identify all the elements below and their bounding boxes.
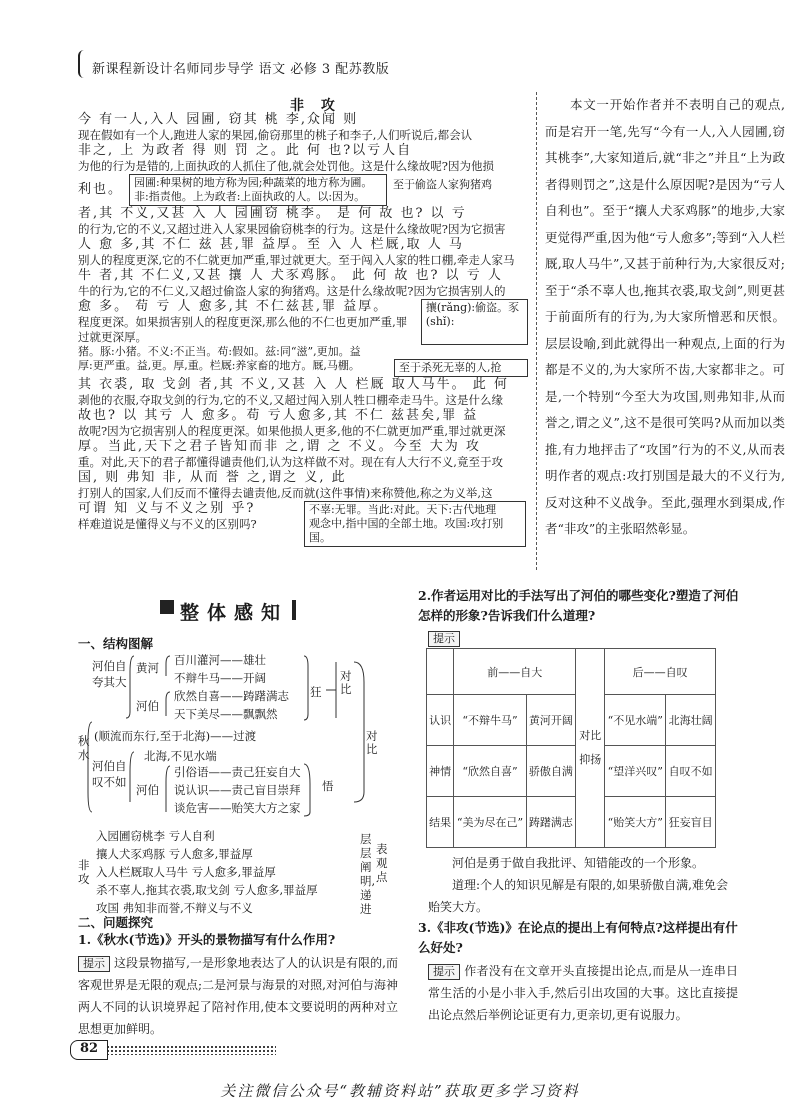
translation-line: 为他的行为是错的,上面执政的人抓住了他,就会处罚他。这是什么缘故呢?因为他损 [78,159,494,173]
question-2: 2.作者运用对比的手法写出了河伯的哪些变化?塑造了河伯怎样的形象?告诉我们什么道理? [418,588,739,623]
table-cell: 踌躇满志 [526,797,576,848]
map-duibi: 对比 [340,669,352,696]
translation-line: 现在假如有一个人,跑进人家的果园,偷窃那里的桃子和李子,人们听说后,都会认 [78,128,473,142]
answer-text: 这段景物描写,一是形象地表达了人的认识是有限的,而客观世界是无限的观点;二是河景与海景的对照,对河伯与海神两人不同的认识境界起了陪衬作用,使本文要说明的两种对立思想更加鲜明。 [78,956,398,1036]
tip-label: 提示 [78,956,110,972]
answer-3 [428,960,738,1026]
original-line: 利也。 [78,182,124,197]
table-mid: 对比抑扬 [576,649,605,848]
original-line: 国, 则 弗知 非, 从而 誉 之,谓之 义, 此 [78,470,347,485]
question-1: 1.《秋水(节选)》开头的景物描写有什么作用? [78,932,336,947]
table-header-before: 前——自大 [454,649,576,695]
translation-line: 剥他的衣服,夺取戈剑的行为,它的不义,又超过闯入别人牲口棚牵走马牛。这是什么缘 [78,393,503,407]
table-header-after: 后——自叹 [605,649,716,695]
map-item: 谈危害——贻笑大方之家 [174,801,301,815]
translation-line: 故呢?因为它损害别人的程度更深。如果他损人更多,他的不仁就更加严重,罪过就更深 [78,424,506,438]
note-row [78,299,528,345]
footer-note: 关注微信公众号“教辅资料站”获取更多学习资料 [220,1082,580,1100]
map-item: 入人栏厩取人马牛 亏人愈多,罪益厚 [96,865,276,879]
map-wu: 悟 [322,779,334,793]
note-box [129,174,387,206]
note-box: 攘(rǎng):偷盗。豕(shǐ): [421,299,528,345]
map-hebo-sigh: 河伯自叹不如 [92,759,127,789]
note-text: 观念中,指中国的全部土地。攻国:攻打别国。 [309,517,504,544]
note-box: 至于杀死无辜的人,抢 [394,359,528,377]
map-ceng: 层层阐明,递进 [360,832,376,916]
note-text: 厚:更严重。益,更。厚,重。栏厩:养家畜的地方。厩,马棚。 [78,359,360,372]
original-line: 牛 者,其 不仁义,又甚 攘 人 犬豕鸡豚。 此 何 故 也? 以 亏 人 [78,268,503,283]
table-cell: “望洋兴叹” [605,746,666,797]
original-line: 非之, 上 为政者 得 则 罚 之。此 何 也?以亏人自 [78,143,413,158]
map-beihai: 北海,不见水端 [144,749,217,763]
map-hebo-boast: 河伯自夸其大 [92,659,127,689]
map-huanghe: 黄河 [136,661,159,675]
table-cell: “不见水端” [605,695,666,746]
tip-label: 提示 [428,964,460,980]
section-bar-icon [292,600,296,620]
original-line: 厚。当此,天下之君子皆知而非 之,谓 之 不义。今至 大为 攻 [78,439,481,454]
part1-heading: 一、结构图解 [78,636,154,651]
part2-heading: 二、问题探究 [78,915,154,930]
page-header: 新课程新设计名师同步导学 语文 必修 3 配苏教版 [92,62,390,77]
map-item: 攻国 弗知非而誉,不辩义与不义 [96,901,253,915]
table-row-label: 认识 [427,695,454,746]
translation-line: 样难道说是懂得义与不义的区别吗? [78,517,257,531]
question-3: 3.《非攻(节选)》在论点的提出上有何特点?这样提出有什么好处? [418,920,738,955]
original-line: 故也? 以 其亏 人 愈多。苟 亏人愈多,其 不仁 兹甚矣,罪 益 [78,408,479,423]
section-title: 整体感知 [180,602,289,624]
note-text: 非:指责他。上为政者:上面执政的人。以:因为。 [134,190,366,203]
table-row-label: 结果 [427,797,454,848]
original-line: 愈 多。 苟 亏 人 愈多,其 不仁兹甚,罪 益厚。 [78,299,389,314]
tip-label: 提示 [428,631,460,647]
note-text: 当此:对此。天下:古代地理 [367,503,497,516]
answer-2a: 河伯是勇于做自我批评、知错能改的一个形象。 [452,856,705,870]
note-text: 园圃:种果树的地方称为园;种蔬菜的地方称为圃。 [134,176,373,189]
table-cell: “贻笑大方” [605,797,666,848]
comparison-table [426,648,716,848]
map-item: 不辩牛马——开阔 [174,671,266,685]
section-square-icon [160,600,174,614]
answer-text: 作者没有在文章开头直接提出论点,而是从一连串日常生活的小是小非入手,然后引出攻国的大事。这比直接提出论点然后举例论证更有力,更亲切,更有说服力。 [428,964,738,1022]
table-cell: “不辩牛马” [454,695,526,746]
map-transition: (顺流而东行,至于北海)——过渡 [94,729,257,743]
translation-line: 别人的程度更深,它的不仁就更加严重,罪过就更大。至于闯入人家的牲口棚,牵走人家马 [78,253,515,267]
map-item: 欣然自喜——踌躇满志 [174,689,289,703]
map-feigong: 非攻 [78,858,90,886]
map-item: 天下美尽——飘飘然 [174,707,278,721]
translation-line: 牛的行为,它的不仁义,又超过偷盗人家的狗猪鸡。这是什么缘故呢?因为它损害别人的 [78,284,506,298]
header-bracket-icon [78,50,88,78]
table-row-label: 神情 [427,746,454,797]
tip-wrap [428,627,464,647]
note-text: 不辜:无罪。 [309,503,368,516]
essay-body [78,112,528,547]
original-line: 者,其 不义,又甚 入 人 园圃窃 桃李。 是 何 故 也? 以 亏 [78,206,467,221]
table-cell: 狂妄盲目 [666,797,716,848]
table-cell: “美为尽在己” [454,797,526,848]
map-ceng2: 表观点 [376,842,388,884]
map-qiushui: 秋水 [78,734,90,762]
map-item: 说认识——责己盲目崇拜 [174,783,301,797]
note-row [78,359,528,377]
translation-line: 打别人的国家,人们反而不懂得去谴责他,反而就(这件事情)来称赞他,称之为义举,这 [78,486,493,500]
dot-strip [106,1045,276,1055]
translation-line: 重。对此,天下的君子都懂得谴责他们,认为这样做不对。现在有人大行不义,竟至于攻 [78,455,503,469]
note-row [78,174,528,206]
table-cell: 自叹不如 [666,746,716,797]
essay-title: 非 攻 [290,98,341,114]
note-text: 至于偷盗人家狗猪鸡 [393,178,493,191]
map-item: 引俗语——责己狂妄自大 [174,765,301,779]
table-cell: 黄河开阔 [526,695,576,746]
table-cell: 骄傲自满 [526,746,576,797]
map-duibi: 对比 [366,729,378,756]
note-box [304,501,526,547]
page-number: 82 [70,1040,108,1060]
table-cell: 北海壮阔 [666,695,716,746]
column-divider [536,92,537,570]
map-hebo: 河伯 [136,699,159,713]
original-line: 可谓 知 义与不义之别 乎? [78,501,256,516]
original-line: 今 有一人,入人 园圃, 窃其 桃 李,众闻 则 [78,112,359,127]
table-cell: “欣然自喜” [454,746,526,797]
note-row [78,501,528,547]
side-commentary: 本文一开始作者并不表明自己的观点,而是宕开一笔,先写“今有一人,入人园圃,窃其桃李”,大家知道后,就“非之”并且“上为政者得则罚之”,这是什么原因呢?是因为“亏人自利也”。至于“攘人犬豕鸡豚”的地步,大家更觉得严重,因为他“亏人愈多”;等到“入人栏厩,取人马牛”,又甚于前种行为,大家很反对;至于“杀不辜人也,拖其衣裘,取戈剑”,则更甚于前面所有的行为,为大家所憎恶和厌恨。层层设喻,到此就得出一种观点,上面的行为都是不义的,为大家所不齿,大家都非之。可是,一个特别“今至大为攻国,则弗知非,从而誉之,谓之义”,这不是很可笑吗?从而加以类推,有力地抨击了“攻国”行为的不义,从而表明作者的观点:攻打别国是最大的不义行为,反对这种不义战争。至此,强理水到渠成,作者“非攻”的主张昭然彰显。 [545,97,785,536]
map-item: 入园圃窃桃李 亏人自利 [96,829,215,843]
answer-1 [78,952,398,1040]
translation-line: 程度更深。如果损害别人的程度更深,那么他的不仁也更加严重,罪过就更深厚。 [78,315,408,344]
note-text: 猪。豚:小猪。不义:不正当。苟:假如。兹:同“滋”,更加。益 [78,345,361,358]
map-kuang: 狂 [310,685,322,699]
original-line: 其 衣裘, 取 戈剑 者,其 不义,又甚 入 人 栏厩 取人马牛。 此 何 [78,377,509,392]
translation-line: 的行为,它的不义,又超过进入人家果园偷窃桃李的行为。这是什么缘故呢?因为它损害 [78,222,506,236]
original-line: 人 愈 多,其 不仁 兹 甚,罪 益厚。至 入 人 栏厩,取 人 马 [78,237,464,252]
map-item: 杀不辜人,拖其衣裘,取戈剑 亏人愈多,罪益厚 [96,883,318,897]
map-item: 百川灌河——雄壮 [174,653,266,667]
map-hebo2: 河伯 [136,783,159,797]
answer-2b: 道理:个人的知识见解是有限的,如果骄傲自满,难免会贻笑大方。 [428,878,728,914]
map-item: 攘人犬豕鸡豚 亏人愈多,罪益厚 [96,847,253,861]
